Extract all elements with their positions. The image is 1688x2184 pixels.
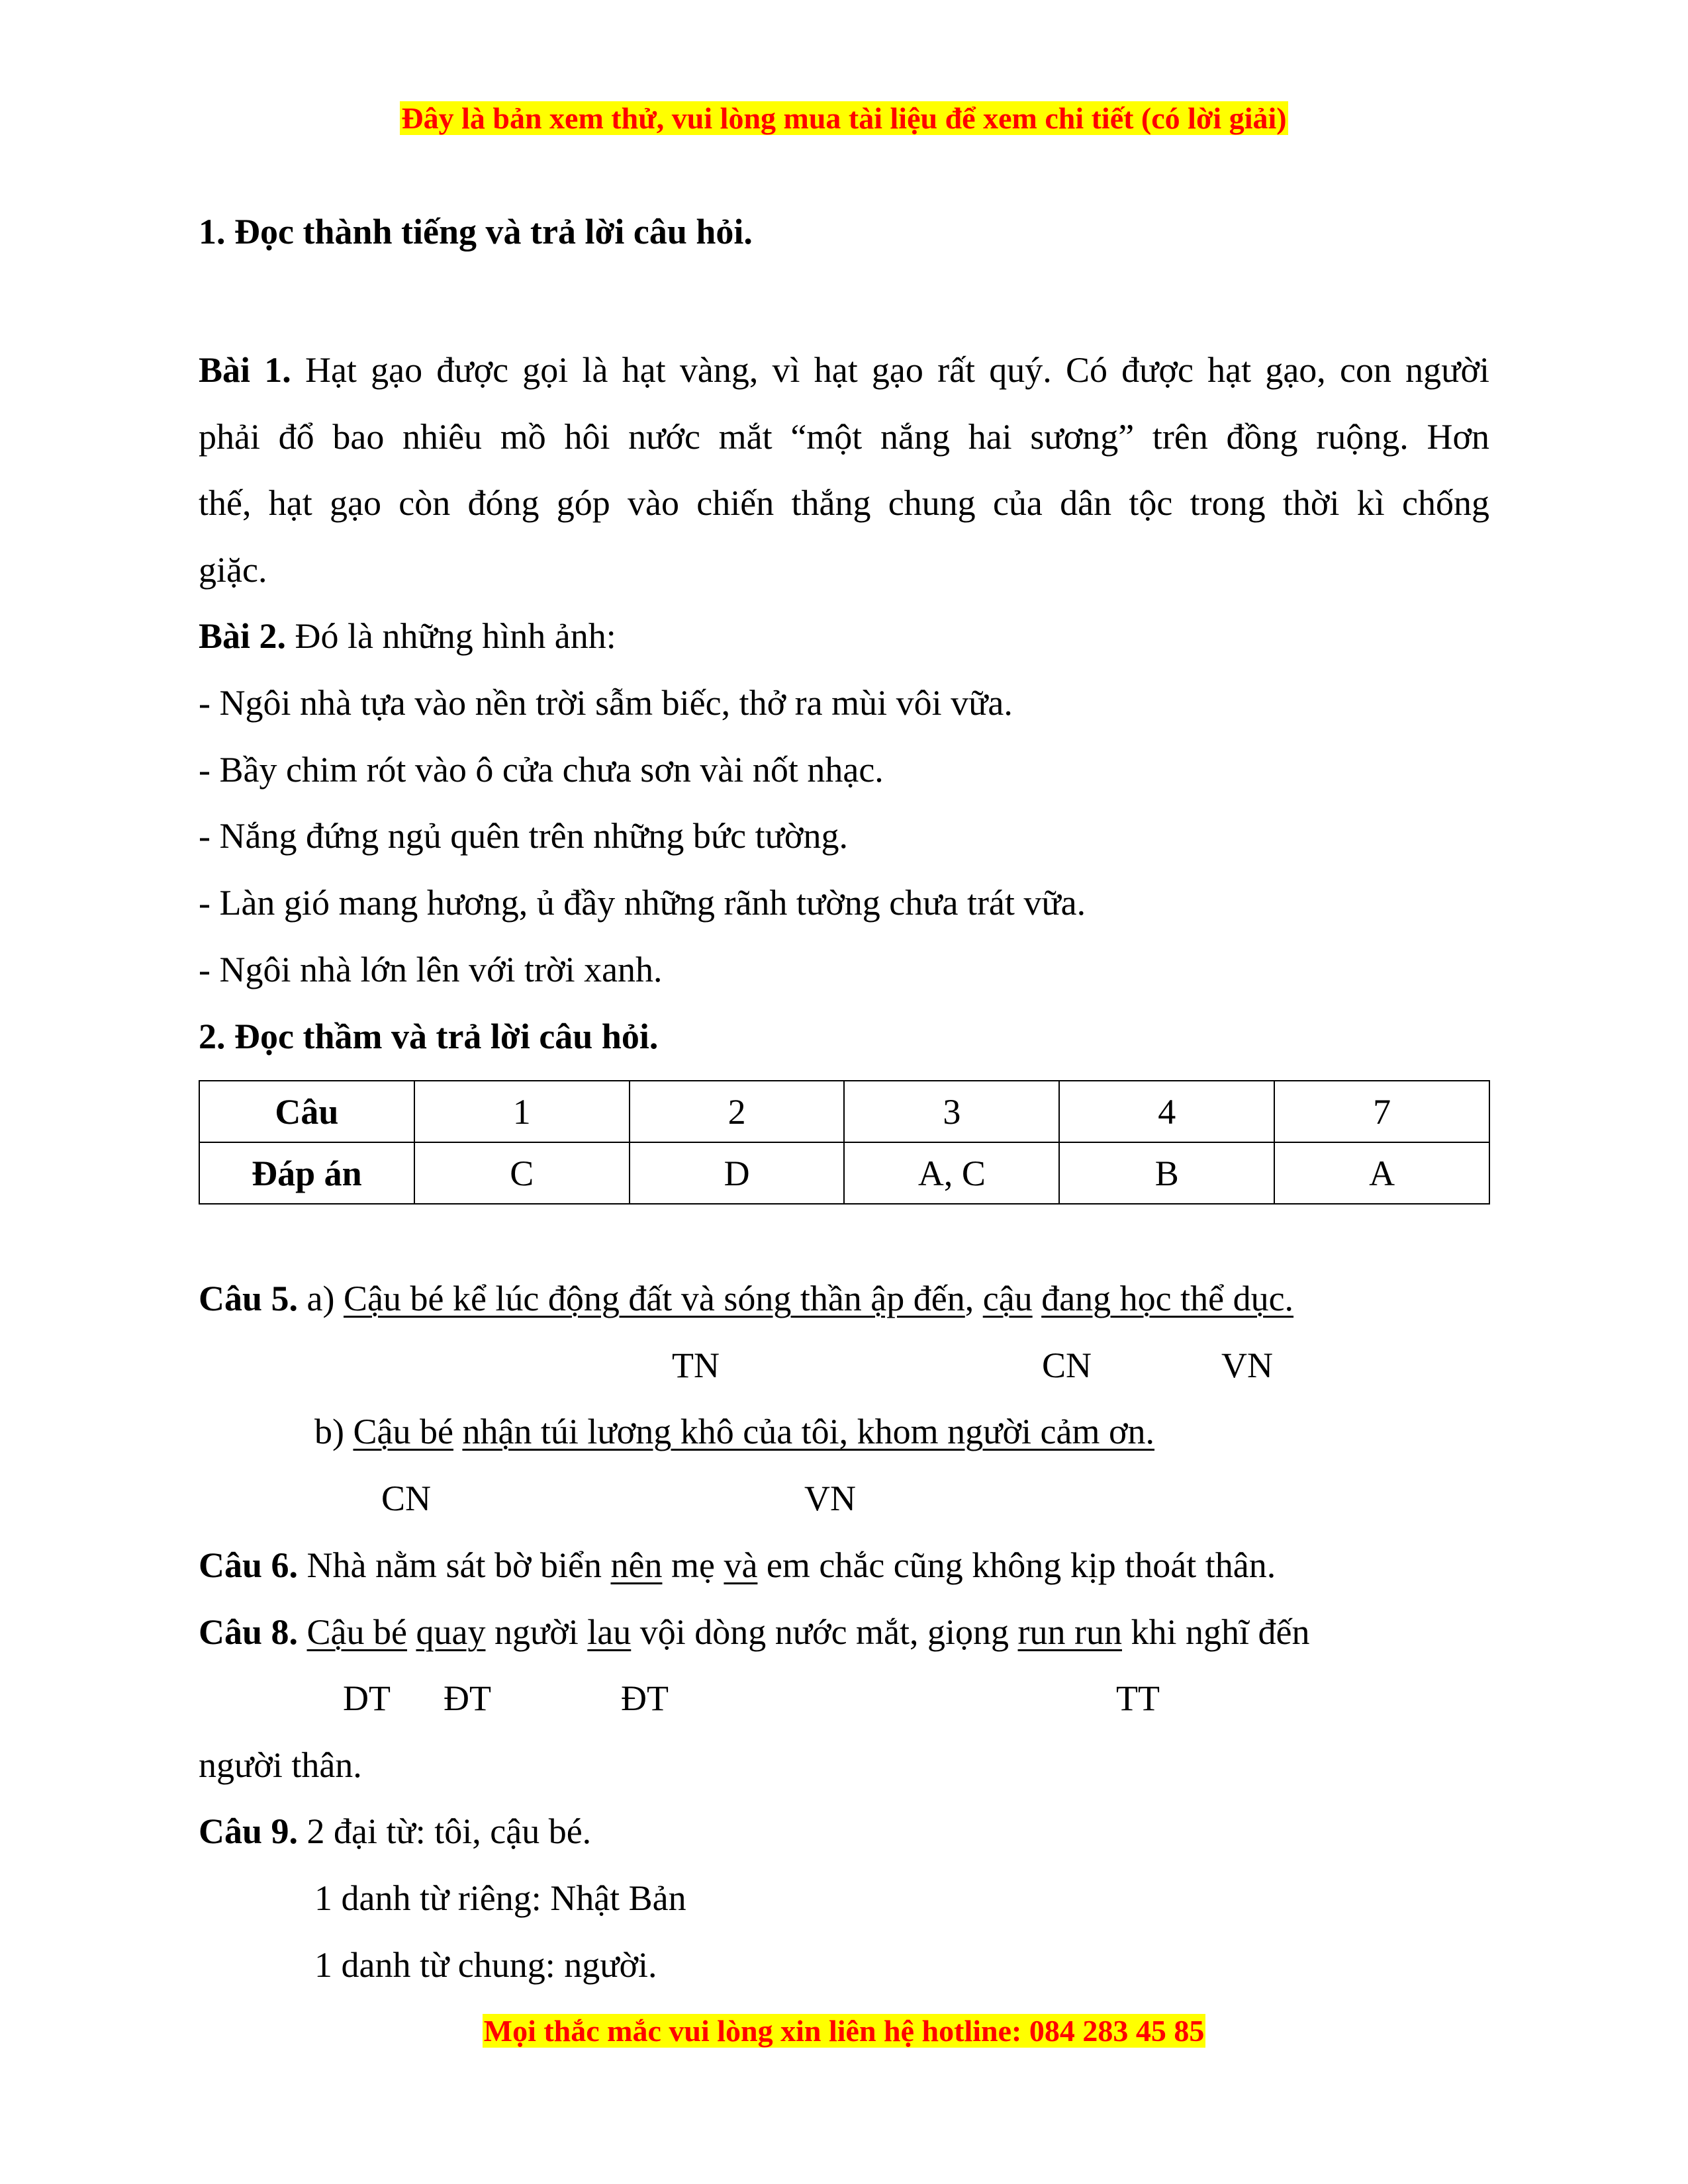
bai1-line1 — [199, 347, 1489, 393]
cau6-text: mẹ — [671, 1545, 715, 1585]
bai2-intro-line — [199, 613, 616, 659]
cau6-conj: và — [724, 1545, 758, 1585]
cau6-label: Câu 6. — [199, 1545, 299, 1585]
grammar-label: VN — [1221, 1345, 1273, 1385]
grammar-label: TN — [672, 1345, 720, 1385]
table-cell: B — [1059, 1142, 1274, 1204]
section2-title: 2. Đọc thầm và trả lời câu hỏi. — [199, 1017, 659, 1056]
grammar-label: CN — [381, 1479, 432, 1518]
table-cell: D — [630, 1142, 845, 1204]
cau5-a-comma: , — [964, 1279, 974, 1318]
cau6-line — [199, 1542, 1276, 1588]
cau5-b-line — [314, 1408, 1154, 1455]
cau8-word: lau — [587, 1612, 632, 1652]
cau8-word: Cậu bé — [306, 1612, 407, 1652]
cau5-a-adverbial: Cậu bé kể lúc động đất và sóng thần ập đến — [343, 1279, 965, 1318]
cau6-text: Nhà nằm sát bờ biển — [306, 1545, 602, 1585]
hotline-notice — [0, 2012, 1688, 2050]
cau9-line: 1 danh từ chung: người. — [314, 1945, 657, 1985]
bai2-item: - Nắng đứng ngủ quên trên những bức tường. — [199, 816, 848, 856]
table-cell: C — [414, 1142, 630, 1204]
table-cell: A, C — [844, 1142, 1059, 1204]
answer-table — [199, 1080, 1490, 1205]
cau8-text: khi nghĩ đến — [1131, 1612, 1310, 1652]
bai1-text1: Hạt gạo được gọi là hạt vàng, vì hạt gạo rất quý. Có được hạt gạo, con người — [305, 350, 1490, 390]
bai2-item: - Ngôi nhà lớn lên với trời xanh. — [199, 950, 663, 989]
table-row — [199, 1142, 1489, 1204]
cau8-continuation: người thân. — [199, 1745, 362, 1785]
table-cell: 7 — [1274, 1081, 1489, 1142]
grammar-label: ĐT — [444, 1678, 491, 1718]
cau5-b-predicate: nhận túi lương khô của tôi, khom người cảm ơn. — [462, 1412, 1155, 1451]
hotline-notice-text: Mọi thắc mắc vui lòng xin liên hệ hotline: 084 283 45 85 — [483, 2014, 1205, 2048]
cau5-b-prefix: b) — [314, 1412, 344, 1451]
cau8-line — [199, 1609, 1310, 1655]
cau8-word: quay — [416, 1612, 486, 1652]
table-cell: 3 — [844, 1081, 1059, 1142]
table-cell: 1 — [414, 1081, 630, 1142]
cau8-word: run run — [1017, 1612, 1123, 1652]
cau8-label: Câu 8. — [199, 1612, 299, 1652]
bai1-label: Bài 1. — [199, 350, 291, 390]
table-cell: A — [1274, 1142, 1489, 1204]
bai1-line2: phải đổ bao nhiêu mồ hôi nước mắt “một nắng hai sương” trên đồng ruộng. Hơn — [199, 417, 1489, 457]
cau5-a-line — [199, 1275, 1293, 1322]
cau5-b-subject: Cậu bé — [353, 1412, 453, 1451]
grammar-label: DT — [343, 1678, 391, 1718]
cau5-label: Câu 5. — [199, 1279, 299, 1318]
cau9-line — [199, 1808, 591, 1854]
bai1-line3: thế, hạt gạo còn đóng góp vào chiến thắng chung của dân tộc trong thời kì chống — [199, 483, 1489, 523]
section1-title: 1. Đọc thành tiếng và trả lời câu hỏi. — [199, 212, 753, 251]
bai2-item: - Bầy chim rót vào ô cửa chưa sơn vài nốt nhạc. — [199, 750, 884, 790]
table-cell: 2 — [630, 1081, 845, 1142]
cau8-text: người — [494, 1612, 579, 1652]
cau6-text: em chắc cũng không kịp thoát thân. — [766, 1545, 1276, 1585]
preview-notice-text: Đây là bản xem thử, vui lòng mua tài liệu để xem chi tiết (có lời giải) — [401, 101, 1287, 135]
cau5-a-predicate: đang học thể dục. — [1041, 1279, 1294, 1318]
table-row — [199, 1081, 1489, 1142]
bai2-label: Bài 2. — [199, 616, 287, 656]
bai2-item: - Làn gió mang hương, ủ đầy những rãnh tường chưa trát vữa. — [199, 883, 1086, 923]
cau8-text: vội dòng nước mắt, giọng — [639, 1612, 1009, 1652]
grammar-label: TT — [1116, 1678, 1160, 1718]
bai2-intro: Đó là những hình ảnh: — [295, 616, 616, 656]
table-header-cell: Câu — [199, 1081, 414, 1142]
grammar-label: VN — [804, 1479, 856, 1518]
grammar-label: ĐT — [621, 1678, 669, 1718]
cau9-label: Câu 9. — [199, 1811, 299, 1851]
grammar-label: CN — [1042, 1345, 1092, 1385]
bai1-line4: giặc. — [199, 550, 267, 590]
cau9-text: 2 đại từ: tôi, cậu bé. — [306, 1811, 592, 1851]
bai2-item: - Ngôi nhà tựa vào nền trời sẫm biếc, thở ra mùi vôi vữa. — [199, 683, 1013, 723]
table-cell: 4 — [1059, 1081, 1274, 1142]
preview-notice — [0, 99, 1688, 138]
cau5-a-prefix: a) — [306, 1279, 335, 1318]
table-header-cell: Đáp án — [199, 1142, 414, 1204]
cau6-conj: nên — [610, 1545, 663, 1585]
cau9-line: 1 danh từ riêng: Nhật Bản — [314, 1878, 686, 1918]
cau5-a-subject: cậu — [982, 1279, 1033, 1318]
